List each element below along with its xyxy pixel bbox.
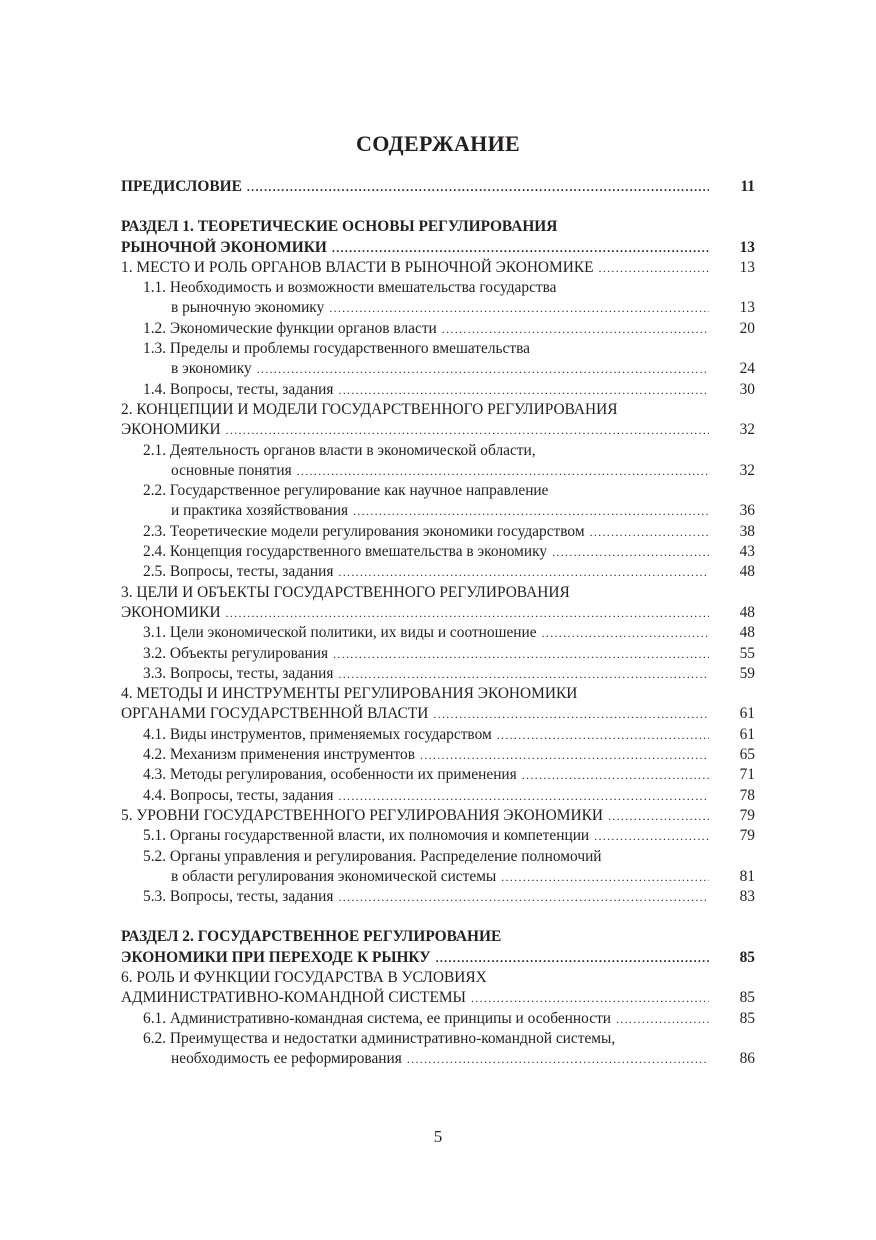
toc-line [121,461,755,481]
toc-entry-text: 6.1. Административно-командная система, ее принципы и особенности [143,1009,612,1027]
toc-page-number: 61 [739,725,755,743]
toc-entry-s2-4 [121,542,755,562]
toc-entry-s4-1 [121,725,755,745]
dot-leader [247,177,709,197]
toc-page-number: 30 [739,380,755,398]
dot-leader [442,319,709,339]
toc-line [121,644,755,664]
toc-line [121,359,755,379]
toc-page-number: 78 [739,786,755,804]
toc-line [121,400,755,420]
toc-page-number: 20 [739,319,755,337]
toc-entry-text: РЫНОЧНОЙ ЭКОНОМИКИ [121,238,327,256]
toc-entry-text: 1.2. Экономические функции органов власти [143,319,437,337]
toc-entry-text: 2.5. Вопросы, тесты, задания [143,563,334,581]
toc-entry-s2-1 [121,441,755,482]
toc-page-number: 86 [739,1050,755,1068]
toc-page-number: 13 [739,238,755,256]
toc-entry-ch2 [121,400,755,441]
dot-leader [338,380,709,400]
toc-entry-s1-2 [121,319,755,339]
dot-leader [594,826,709,846]
toc-line [121,298,755,318]
table-of-contents [121,177,755,1069]
toc-entry-part2 [121,927,755,968]
dot-leader [608,806,709,826]
toc-line [121,988,755,1008]
dot-leader [522,765,709,785]
toc-line [121,583,755,603]
toc-page-number: 48 [739,624,755,642]
toc-entry-text: в экономику [171,360,252,378]
toc-line [121,420,755,440]
toc-entry-text: 3. ЦЕЛИ И ОБЪЕКТЫ ГОСУДАРСТВЕННОГО РЕГУЛИРОВАНИЯ [121,583,570,601]
toc-entry-s2-3 [121,522,755,542]
dot-leader [436,948,709,968]
toc-page-number: 85 [739,989,755,1007]
dot-leader [501,867,709,887]
toc-entry-s4-3 [121,765,755,785]
toc-line [121,927,755,947]
toc-page-number: 81 [739,867,755,885]
toc-line [121,603,755,623]
toc-line [121,258,755,278]
toc-page-number: 32 [739,461,755,479]
dot-leader [616,1009,709,1029]
toc-entry-text: 1. МЕСТО И РОЛЬ ОРГАНОВ ВЛАСТИ В РЫНОЧНОЙ ЭКОНОМИКЕ [121,258,594,276]
toc-entry-s3-2 [121,644,755,664]
dot-leader [590,522,709,542]
toc-page-number: 55 [739,644,755,662]
toc-entry-s6-2 [121,1029,755,1070]
toc-page-number: 85 [739,1009,755,1027]
toc-entry-ch3 [121,583,755,624]
toc-page-number: 32 [739,421,755,439]
dot-leader [338,786,709,806]
toc-entry-text: в области регулирования экономической системы [171,867,497,885]
toc-entry-s5-1 [121,826,755,846]
toc-line [121,1029,755,1049]
toc-line [121,806,755,826]
dot-leader [338,562,709,582]
toc-line [121,1049,755,1069]
dot-leader [407,1049,709,1069]
toc-entry-ch1 [121,258,755,278]
toc-entry-text: 6. РОЛЬ И ФУНКЦИИ ГОСУДАРСТВА В УСЛОВИЯХ [121,968,487,986]
toc-entry-text: 4.4. Вопросы, тесты, задания [143,786,334,804]
toc-page-number: 24 [739,360,755,378]
toc-line [121,704,755,724]
dot-leader [297,461,709,481]
toc-line [121,847,755,867]
toc-line [121,948,755,968]
toc-entry-text: основные понятия [171,461,292,479]
toc-line [121,623,755,643]
toc-entry-ch4 [121,684,755,725]
dot-leader [333,644,709,664]
toc-line [121,238,755,258]
toc-line [121,867,755,887]
toc-line [121,968,755,988]
toc-entry-text: 1.4. Вопросы, тесты, задания [143,380,334,398]
toc-line [121,664,755,684]
toc-entry-ch5 [121,806,755,826]
toc-entry-s1-1 [121,278,755,319]
dot-leader [433,704,709,724]
toc-entry-text: в рыночную экономику [171,299,325,317]
toc-entry-text: 3.1. Цели экономической политики, их виды и соотношение [143,624,537,642]
toc-line [121,319,755,339]
toc-entry-text: 4.2. Механизм применения инструментов [143,746,415,764]
toc-entry-ch6 [121,968,755,1009]
dot-leader [552,542,709,562]
toc-entry-text: 5.1. Органы государственной власти, их полномочия и компетенции [143,827,590,845]
toc-page-number: 61 [739,705,755,723]
toc-entry-s4-2 [121,745,755,765]
toc-page-number: 83 [739,888,755,906]
dot-leader [353,501,709,521]
toc-entry-text: ЭКОНОМИКИ [121,421,221,439]
dot-leader [599,258,709,278]
toc-line [121,826,755,846]
toc-page-number: 13 [739,258,755,276]
toc-page-number: 43 [739,543,755,561]
toc-line [121,745,755,765]
dot-leader [226,603,709,623]
toc-line [121,765,755,785]
page-number: 5 [433,1127,443,1146]
toc-entry-text: АДМИНИСТРАТИВНО-КОМАНДНОЙ СИСТЕМЫ [121,989,466,1007]
dot-leader [257,359,709,379]
dot-leader [497,725,709,745]
toc-entry-text: 5. УРОВНИ ГОСУДАРСТВЕННОГО РЕГУЛИРОВАНИЯ ЭКОНОМИКИ [121,806,603,824]
toc-entry-s5-2 [121,847,755,888]
toc-page-number: 38 [739,522,755,540]
dot-leader [420,745,709,765]
toc-entry-text: 4.3. Методы регулирования, особенности их применения [143,766,517,784]
dot-leader [471,988,709,1008]
toc-line [121,217,755,237]
toc-entry-s3-1 [121,623,755,643]
toc-entry-s5-3 [121,887,755,907]
toc-line [121,562,755,582]
toc-line [121,542,755,562]
toc-entry-text: 4. МЕТОДЫ И ИНСТРУМЕНТЫ РЕГУЛИРОВАНИЯ ЭКОНОМИКИ [121,685,578,703]
toc-line [121,786,755,806]
toc-entry-text: ОРГАНАМИ ГОСУДАРСТВЕННОЙ ВЛАСТИ [121,705,429,723]
toc-entry-s1-4 [121,380,755,400]
dot-leader [226,420,709,440]
toc-entry-preface [121,177,755,197]
toc-entry-text: РАЗДЕЛ 1. ТЕОРЕТИЧЕСКИЕ ОСНОВЫ РЕГУЛИРОВАНИЯ [121,218,558,236]
toc-line [121,887,755,907]
toc-entry-part1 [121,217,755,258]
page-title: СОДЕРЖАНИЕ [356,131,520,156]
toc-entry-text: 2.4. Концепция государственного вмешательства в экономику [143,543,548,561]
toc-entry-s4-4 [121,786,755,806]
toc-page-number: 59 [739,664,755,682]
toc-entry-text: ЭКОНОМИКИ ПРИ ПЕРЕХОДЕ К РЫНКУ [121,948,431,966]
toc-entry-s1-3 [121,339,755,380]
toc-entry-s2-5 [121,562,755,582]
toc-entry-text: 1.3. Пределы и проблемы государственного вмешательства [143,340,530,358]
toc-entry-text: 2. КОНЦЕПЦИИ И МОДЕЛИ ГОСУДАРСТВЕННОГО РЕГУЛИРОВАНИЯ [121,400,618,418]
toc-line [121,501,755,521]
toc-page-number: 48 [739,603,755,621]
toc-line [121,1009,755,1029]
toc-page-number: 11 [740,178,755,195]
toc-entry-text: 3.3. Вопросы, тесты, задания [143,664,334,682]
toc-line [121,177,755,197]
dot-leader [329,298,709,318]
dot-leader [332,238,709,258]
toc-entry-text: ЭКОНОМИКИ [121,603,221,621]
toc-entry-text: 3.2. Объекты регулирования [143,644,329,662]
toc-entry-text: 5.3. Вопросы, тесты, задания [143,888,334,906]
toc-entry-text: 5.2. Органы управления и регулирования. Распределение полномочий [143,847,602,865]
toc-line [121,339,755,359]
toc-entry-text: 6.2. Преимущества и недостатки административно-командной системы, [143,1029,616,1047]
toc-page-number: 71 [739,766,755,784]
toc-entry-s6-1 [121,1009,755,1029]
toc-entry-text: 2.3. Теоретические модели регулирования экономики государством [143,522,585,540]
toc-entry-text: 1.1. Необходимость и возможности вмешательства государства [143,279,557,297]
toc-entry-text: и практика хозяйствования [171,502,349,520]
toc-line [121,380,755,400]
toc-line [121,725,755,745]
section-gap [121,197,755,217]
toc-line [121,481,755,501]
toc-entry-s2-2 [121,481,755,522]
toc-page-number: 36 [739,502,755,520]
toc-page-number: 85 [739,948,755,966]
toc-page-number: 79 [739,827,755,845]
toc-entry-text: 2.1. Деятельность органов власти в экономической области, [143,441,536,459]
toc-page-number: 48 [739,563,755,581]
dot-leader [338,887,709,907]
toc-entry-s3-3 [121,664,755,684]
toc-line [121,522,755,542]
toc-page-number: 79 [739,806,755,824]
toc-entry-text: 2.2. Государственное регулирование как научное направление [143,482,549,500]
section-gap [121,907,755,927]
toc-page-number: 65 [739,746,755,764]
toc-entry-text: РАЗДЕЛ 2. ГОСУДАРСТВЕННОЕ РЕГУЛИРОВАНИЕ [121,928,502,946]
dot-leader [542,623,709,643]
dot-leader [338,664,709,684]
toc-entry-text: 4.1. Виды инструментов, применяемых государством [143,725,492,743]
toc-entry-text: ПРЕДИСЛОВИЕ [121,178,242,195]
toc-page-number: 13 [739,299,755,317]
toc-line [121,441,755,461]
toc-line [121,278,755,298]
toc-line [121,684,755,704]
toc-entry-text: необходимость ее реформирования [171,1050,402,1068]
